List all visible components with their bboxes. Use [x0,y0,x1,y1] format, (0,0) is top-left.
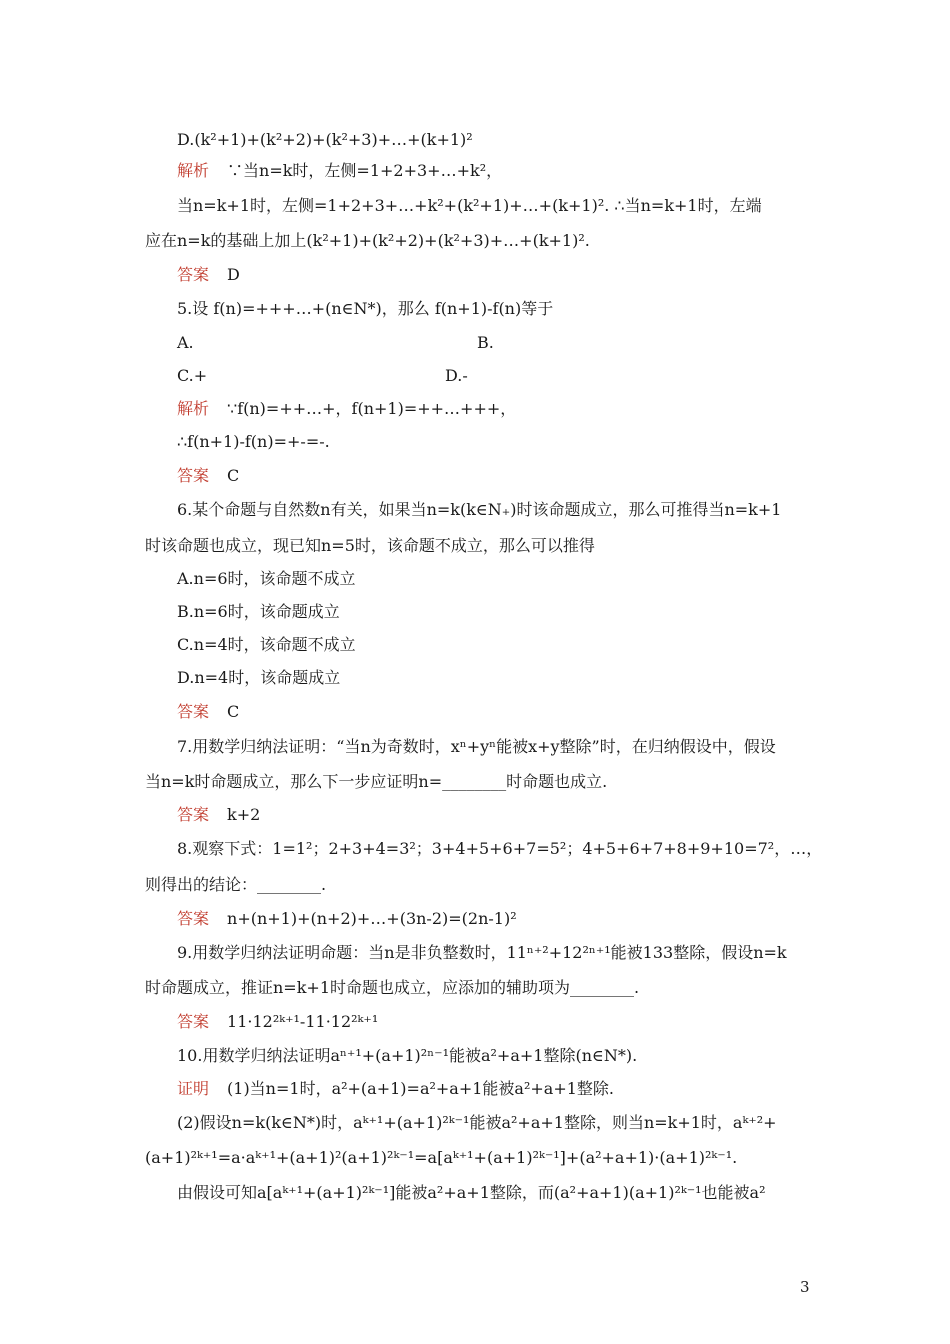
text-line: 当n=k时命题成立，那么下一步应证明n=________时命题也成立. [145,772,608,791]
analysis-label: 解析 [177,161,210,180]
answer-label: 答案 [177,265,210,284]
analysis-line: 解析 ∵当n=k时，左侧=1+2+3+…+k²， [177,161,503,180]
analysis-line: 解析 ∵f(n)=++…+，f(n+1)=++…+++， [177,399,517,418]
answer-label: 答案 [177,909,210,928]
question-10: 10.用数学归纳法证明aⁿ⁺¹+(a+1)²ⁿ⁻¹能被a²+a+1整除(n∈N*). [177,1046,638,1065]
question-7: 7.用数学归纳法证明：“当n为奇数时，xⁿ+yⁿ能被x+y整除”时，在归纳假设中，假设 [177,737,776,756]
option-c: C.n=4时，该命题不成立 [177,635,356,654]
text-line: (a+1)²ᵏ⁺¹=a·aᵏ⁺¹+(a+1)²(a+1)²ᵏ⁻¹=a[aᵏ⁺¹+(a+1)²ᵏ⁻¹]+(a²+a+1)·(a+1)²ᵏ⁻¹. [145,1148,738,1167]
answer-label: 答案 [177,805,210,824]
answer-line: 答案 11·12²ᵏ⁺¹-11·12²ᵏ⁺¹ [177,1012,379,1031]
page-number: 3 [800,1278,810,1296]
text-line: 则得出的结论：________. [145,875,327,894]
text-line: 时该命题也成立，现已知n=5时，该命题不成立，那么可以推得 [145,536,595,555]
question-6: 6.某个命题与自然数n有关，如果当n=k(k∈N₊)时该命题成立，那么可推得当n=k+1 [177,500,782,519]
question-8: 8.观察下式：1=1²；2+3+4=3²；3+4+5+6+7=5²；4+5+6+7+8+9+10=7²，…， [177,839,823,858]
answer-label: 答案 [177,702,210,721]
answer-line: 答案 C [177,702,240,721]
proof-line: 证明 (1)当n=1时，a²+(a+1)=a²+a+1能被a²+a+1整除. [177,1079,615,1098]
question-5: 5.设 f(n)=+++…+(n∈N*)，那么 f(n+1)-f(n)等于 [177,299,554,318]
option-d: D.(k²+1)+(k²+2)+(k²+3)+…+(k+1)² [177,130,473,149]
option-d: D.- [445,366,468,385]
option-b: B.n=6时，该命题成立 [177,602,340,621]
text-line: 由假设可知a[aᵏ⁺¹+(a+1)²ᵏ⁻¹]能被a²+a+1整除，而(a²+a+1)(a+1)²ᵏ⁻¹也能被a² [177,1183,766,1202]
option-a: A. [177,333,194,352]
option-a: A.n=6时，该命题不成立 [177,569,356,588]
answer-line: 答案 D [177,265,240,284]
option-c: C.+ [177,366,208,385]
option-d: D.n=4时，该命题成立 [177,668,341,687]
answer-line: 答案 n+(n+1)+(n+2)+…+(3n-2)=(2n-1)² [177,909,517,928]
text-line: 应在n=k的基础上加上(k²+1)+(k²+2)+(k²+3)+…+(k+1)². [145,231,590,250]
answer-line: 答案 k+2 [177,805,261,824]
text-line: ∴f(n+1)-f(n)=+-=-. [177,432,330,451]
analysis-label: 解析 [177,399,210,418]
option-b: B. [477,333,494,352]
answer-line: 答案 C [177,466,240,485]
question-9: 9.用数学归纳法证明命题：当n是非负整数时，11ⁿ⁺²+12²ⁿ⁺¹能被133整除，假设n=k [177,943,787,962]
text-line: 当n=k+1时，左侧=1+2+3+…+k²+(k²+1)+…+(k+1)². ∴当n=k+1时，左端 [177,196,762,215]
answer-label: 答案 [177,1012,210,1031]
text-line: (2)假设n=k(k∈N*)时，aᵏ⁺¹+(a+1)²ᵏ⁻¹能被a²+a+1整除，则当n=k+1时，aᵏ⁺²+ [177,1113,777,1132]
proof-label: 证明 [177,1079,210,1098]
answer-label: 答案 [177,466,210,485]
text-line: 时命题成立，推证n=k+1时命题也成立，应添加的辅助项为________. [145,978,640,997]
